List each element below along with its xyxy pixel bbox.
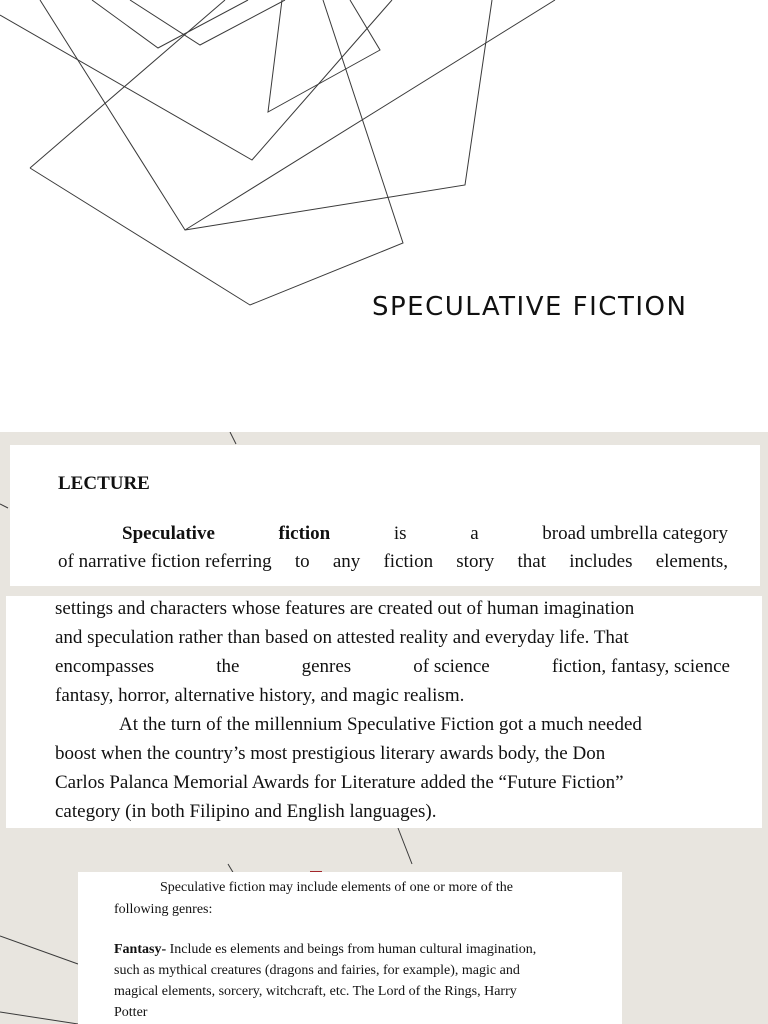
word: story [456,551,495,572]
paragraph-line: Potter [114,1005,148,1020]
paragraph-line: such as mythical creatures (dragons and fairies, for example), magic and [114,963,520,978]
word: that [517,551,546,572]
word: Speculative [122,523,215,544]
paragraph-line: settings and characters whose features are created out of human imagination [55,598,635,619]
paragraph-line [55,656,730,678]
word: any [332,551,361,572]
word: to [294,551,310,572]
decorative-line-art [0,0,768,432]
paragraph-line: fantasy, horror, alternative history, and magic realism. [55,685,465,706]
paragraph-line [58,551,728,573]
word: is [393,523,407,544]
word: fiction [278,523,331,544]
word: a [470,523,479,544]
paragraph-line: and speculation rather than based on attested reality and everyday life. That [55,627,629,648]
lecture-heading: LECTURE [58,473,150,494]
paragraph-line: boost when the country’s most prestigious literary awards body, the Don [55,743,606,764]
lecture-slide [0,432,768,1024]
genre-text: Include es elements and beings from human cultural imagination, [166,942,537,957]
paragraph-line: Carlos Palanca Memorial Awards for Literature added the “Future Fiction” [55,772,624,793]
word: of science [413,656,490,677]
word: broad umbrella category [542,523,728,544]
word: of narrative fiction referring [58,551,272,572]
paragraph-line [114,942,536,958]
paragraph-line: magical elements, sorcery, witchcraft, etc. The Lord of the Rings, Harry [114,984,517,999]
word: fiction, fantasy, science [551,656,730,677]
word: fiction [383,551,434,572]
word: encompasses [55,656,155,677]
genre-label-fantasy: Fantasy- [114,942,167,957]
lecture-panel-middle [6,596,762,828]
title-slide [0,0,768,432]
paragraph-line: following genres: [114,902,213,917]
paragraph-line: At the turn of the millennium Speculative Fiction got a much needed [119,714,642,735]
word: includes [569,551,633,572]
lecture-panel-top [10,445,760,586]
word: the [216,656,240,677]
genres-panel [78,872,622,1024]
paragraph-line: Speculative fiction may include elements of one or more of the [160,880,513,895]
word: elements, [655,551,728,572]
paragraph-line: category (in both Filipino and English languages). [55,801,437,822]
paragraph-line [122,523,728,545]
slide-title: SPECULATIVE FICTION [372,292,688,322]
word: genres [301,656,352,677]
